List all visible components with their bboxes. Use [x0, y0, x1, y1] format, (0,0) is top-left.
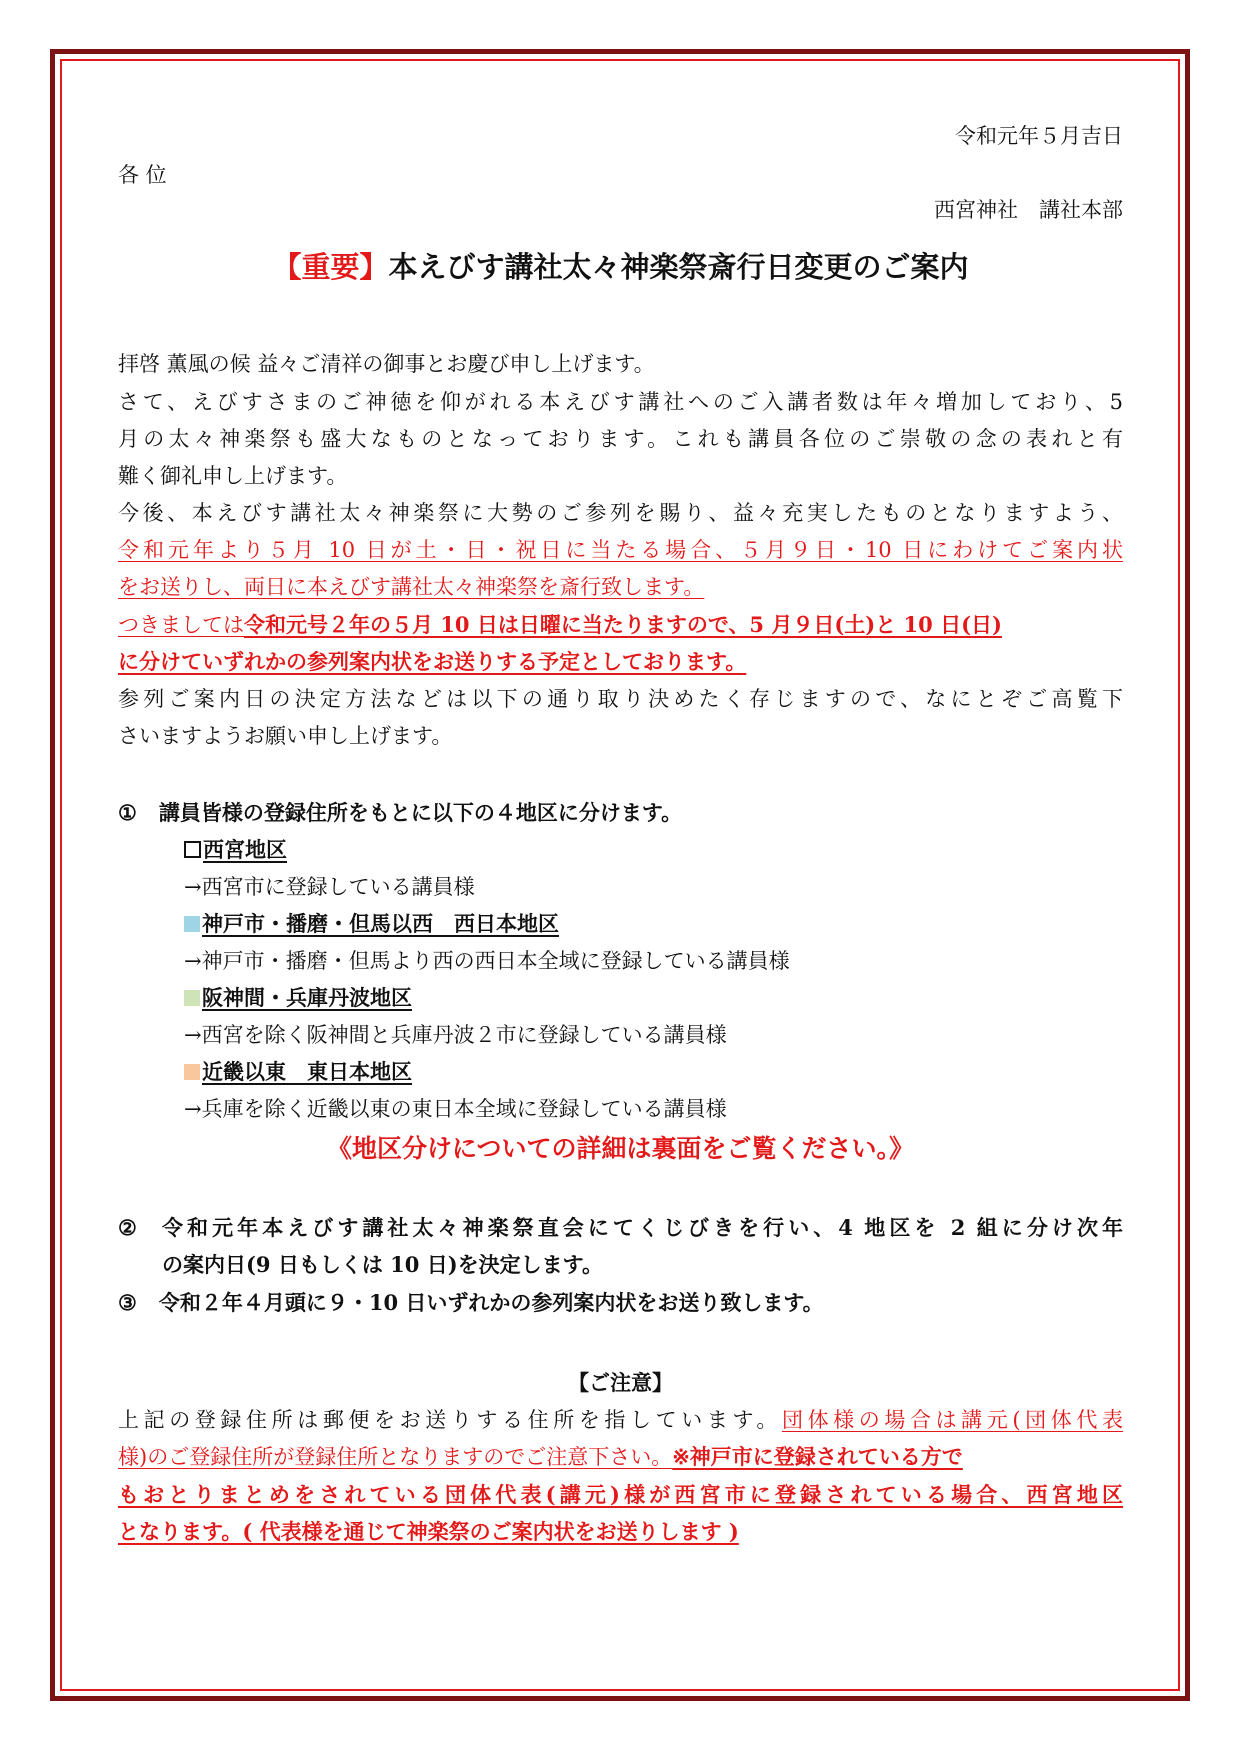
para2-line1: さて、えびすさまのご神徳を仰がれる本えびす講社へのご入講者数は年々増加しており、5	[118, 390, 1123, 414]
letter-date: 令和元年５月吉日	[955, 124, 1123, 148]
notice-line2	[118, 1442, 963, 1472]
para2-line2: 月の太々神楽祭も盛大なものとなっております。これも講員各位のご崇敬の念の表れと有	[118, 427, 1123, 451]
document-page	[118, 0, 1123, 1754]
para4-line1	[118, 610, 1002, 640]
blue-square-icon	[184, 916, 200, 932]
notice-line1	[118, 1405, 1123, 1435]
item2-number: ②	[118, 1215, 137, 1240]
district-3-name	[184, 983, 412, 1013]
para4-line2: に分けていずれかの参列案内状をお送りする予定としております。	[118, 649, 747, 674]
checkbox-square-icon	[184, 841, 201, 858]
item1-text: 講員皆様の登録住所をもとに以下の４地区に分けます。	[158, 800, 683, 825]
notice-line1-red: 団体様の場合は講元(団体代表	[781, 1408, 1123, 1432]
district-3-desc: →西宮を除く阪神間と兵庫丹波２市に登録している講員様	[184, 1023, 727, 1047]
para3-line2: 令和元年より５月 10 日が土・日・祝日に当たる場合、５月９日・10 日にわけてご案内状	[118, 538, 1123, 562]
item1-number: ①	[118, 800, 137, 825]
notice-heading: 【ご注意】	[568, 1370, 673, 1395]
district-details-note: 《地区分けについての詳細は裏面をご覧ください。》	[326, 1134, 914, 1163]
title-main: 本えびす講社太々神楽祭斎行日変更のご案内	[388, 250, 969, 284]
para2-line3: 難く御礼申し上げます。	[118, 464, 348, 488]
item3	[118, 1288, 824, 1318]
para4-lead: つきましては	[118, 613, 244, 637]
item2-line2: の案内日(9 日もしくは 10 日)を決定します。	[162, 1252, 603, 1277]
notice-line2-red: 様)のご登録住所が登録住所となりますのでご注意下さい。	[118, 1445, 673, 1469]
notice-line4: となります。( 代表様を通じて神楽祭のご案内状をお送りします )	[118, 1519, 739, 1544]
para5-line1: 参列ご案内日の決定方法などは以下の通り取り決めたく存じますので、なにとぞご高覧下	[118, 687, 1123, 711]
sender: 西宮神社 講社本部	[934, 198, 1123, 222]
district-1-desc: →西宮市に登録している講員様	[184, 875, 475, 899]
district-4-name	[184, 1057, 412, 1087]
para3-line1: 今後、本えびす講社太々神楽祭に大勢のご参列を賜り、益々充実したものとなりますよう、	[118, 501, 1123, 525]
greeting: 拝啓 薫風の候 益々ご清祥の御事とお慶び申し上げます。	[118, 352, 655, 376]
district-2-label: 神戸市・播磨・但馬以西 西日本地区	[202, 911, 559, 936]
item2-line1: 令和元年本えびす講社太々神楽祭直会にてくじびきを行い、4 地区を 2 組に分け次年	[162, 1215, 1123, 1240]
para4-emphasis: 令和元号２年の５月 10 日は日曜に当たりますので、5 月９日(土)と 10 日(日)	[244, 612, 1002, 637]
district-1-name	[184, 835, 287, 865]
document-title	[118, 247, 1123, 287]
notice-line2-bold: ※神戸市に登録されている方で	[672, 1444, 963, 1469]
para3-line3: をお送りし、両日に本えびす講社太々神楽祭を斎行致します。	[118, 575, 705, 599]
district-4-desc: →兵庫を除く近畿以東の東日本全域に登録している講員様	[184, 1097, 727, 1121]
district-1-label: 西宮地区	[203, 837, 287, 862]
item3-text: 令和２年４月頭に９・10 日いずれかの参列案内状をお送り致します。	[158, 1290, 824, 1315]
green-square-icon	[184, 990, 200, 1006]
notice-line1-text: 上記の登録住所は郵便をお送りする住所を指しています。	[118, 1408, 782, 1432]
addressee: 各 位	[118, 163, 167, 187]
item1	[118, 798, 682, 828]
district-4-label: 近畿以東 東日本地区	[202, 1059, 412, 1084]
district-3-label: 阪神間・兵庫丹波地区	[202, 985, 412, 1010]
para5-line2: さいますようお願い申し上げます。	[118, 724, 453, 748]
notice-line3: もおとりまとめをされている団体代表(講元)様が西宮市に登録されている場合、西宮地区	[118, 1482, 1123, 1507]
district-2-name	[184, 909, 559, 939]
orange-square-icon	[184, 1064, 200, 1080]
district-2-desc: →神戸市・播磨・但馬より西の西日本全域に登録している講員様	[184, 949, 790, 973]
item3-number: ③	[118, 1290, 137, 1315]
title-prefix: 【重要】	[272, 250, 389, 284]
